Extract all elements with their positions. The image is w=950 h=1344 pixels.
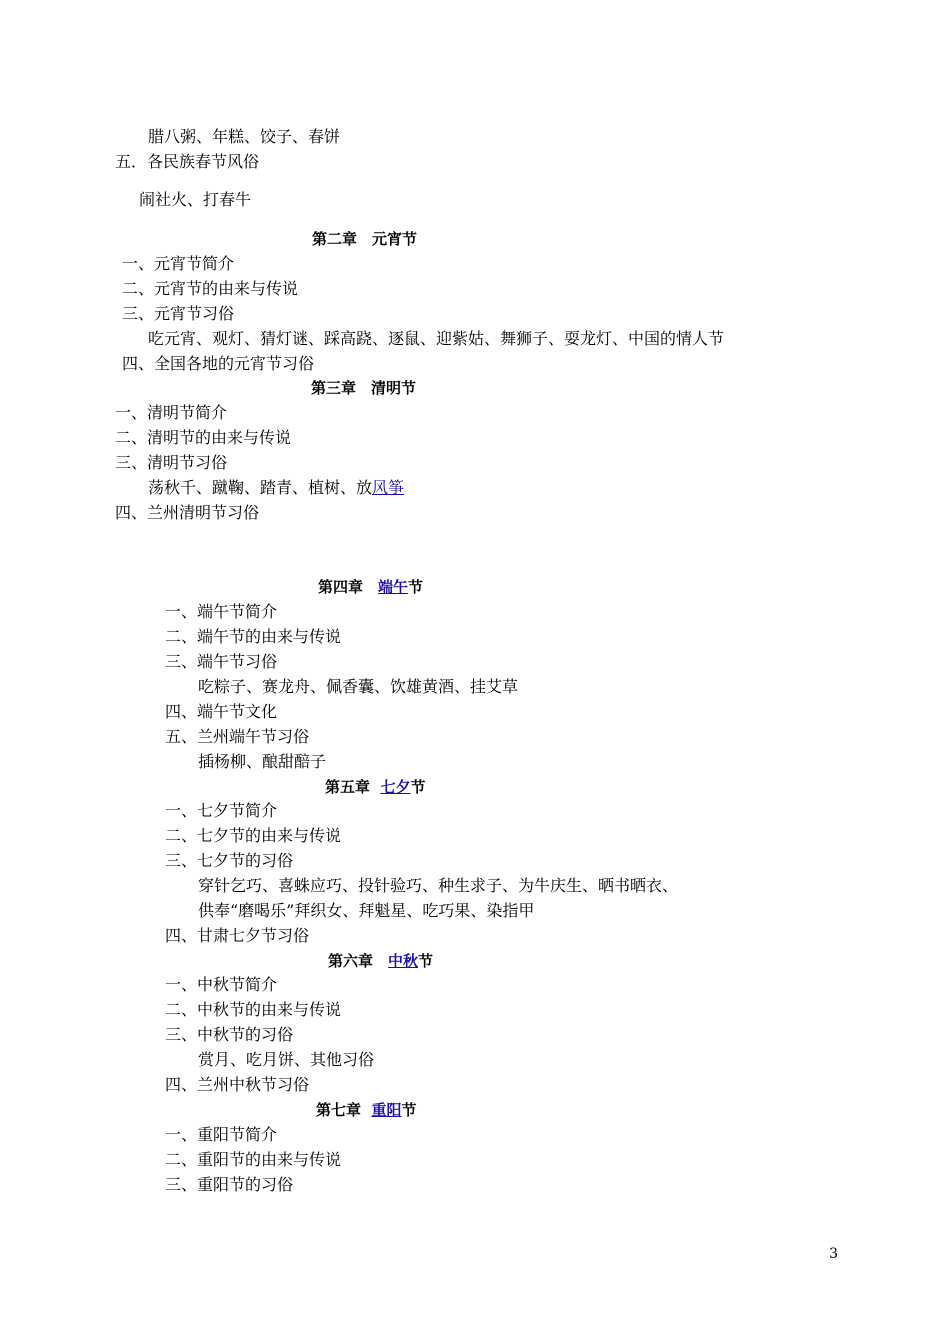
ch5-item-3-detail-2: 供奉“磨喝乐”拜织女、拜魁星、吃巧果、染指甲 <box>198 901 535 920</box>
ch4-item-5-detail: 插杨柳、酿甜醅子 <box>198 752 327 771</box>
ch6-item-2: 二、中秋节的由来与传说 <box>165 1000 342 1019</box>
ch3-item-2: 二、清明节的由来与传说 <box>115 428 292 447</box>
ch2-title: 第二章 元宵节 <box>312 230 418 248</box>
ch4-item-5: 五、兰州端午节习俗 <box>165 727 310 746</box>
ch3-title: 第三章 清明节 <box>311 379 417 397</box>
ch2-item-3: 三、元宵节习俗 <box>122 304 235 323</box>
ch2-item-4: 四、全国各地的元宵节习俗 <box>122 354 315 373</box>
ch2-item-2: 二、元宵节的由来与传说 <box>122 279 299 298</box>
ch5-title-prefix: 第五章 <box>325 778 371 796</box>
kite-link[interactable]: 风筝 <box>372 478 405 497</box>
page-number: 3 <box>829 1246 838 1262</box>
ch6-title <box>328 951 433 971</box>
ch4-title <box>318 577 423 597</box>
ch7-title-suffix: 节 <box>401 1101 417 1119</box>
ch6-item-3: 三、中秋节的习俗 <box>165 1025 294 1044</box>
ch6-item-3-detail: 赏月、吃月饼、其他习俗 <box>198 1050 375 1069</box>
ch6-item-4: 四、兰州中秋节习俗 <box>165 1075 310 1094</box>
ch7-title-prefix: 第七章 <box>316 1101 362 1119</box>
ch2-item-1: 一、元宵节简介 <box>122 254 235 273</box>
ch5-item-4: 四、甘肃七夕节习俗 <box>165 926 310 945</box>
ch4-title-prefix: 第四章 <box>318 578 379 596</box>
ch4-title-suffix: 节 <box>408 578 424 596</box>
ch5-item-2: 二、七夕节的由来与传说 <box>165 826 342 845</box>
ch1-food-line: 腊八粥、年糕、饺子、春饼 <box>148 127 341 146</box>
ch5-title-suffix: 节 <box>410 778 426 796</box>
duanwu-link[interactable]: 端午 <box>378 578 409 596</box>
ch7-title <box>316 1100 417 1120</box>
ch3-item-3: 三、清明节习俗 <box>115 453 228 472</box>
ch7-item-1: 一、重阳节简介 <box>165 1125 278 1144</box>
ch1-item-5-detail: 闹社火、打春牛 <box>139 190 252 209</box>
ch5-title <box>325 777 426 797</box>
ch5-item-3-detail-1: 穿针乞巧、喜蛛应巧、投针验巧、种生求子、为牛庆生、晒书晒衣、 <box>198 876 679 895</box>
ch2-item-3-detail: 吃元宵、观灯、猜灯谜、踩高跷、逐鼠、迎紫姑、舞狮子、耍龙灯、中国的情人节 <box>148 329 725 348</box>
ch4-item-3: 三、端午节习俗 <box>165 652 278 671</box>
ch4-item-2: 二、端午节的由来与传说 <box>165 627 342 646</box>
ch5-item-1: 一、七夕节简介 <box>165 801 278 820</box>
ch1-item-5: 五．各民族春节风俗 <box>115 152 260 171</box>
ch5-item-3: 三、七夕节的习俗 <box>165 851 294 870</box>
ch4-item-4: 四、端午节文化 <box>165 702 278 721</box>
ch3-item-1: 一、清明节简介 <box>115 403 228 422</box>
zhongqiu-link[interactable]: 中秋 <box>388 952 419 970</box>
ch7-item-3: 三、重阳节的习俗 <box>165 1175 294 1194</box>
ch3-detail-text: 荡秋千、蹴鞠、踏青、植树、放 <box>148 478 373 497</box>
ch4-item-3-detail: 吃粽子、赛龙舟、佩香囊、饮雄黄酒、挂艾草 <box>198 677 519 696</box>
ch7-item-2: 二、重阳节的由来与传说 <box>165 1150 342 1169</box>
ch3-item-3-detail <box>148 478 404 498</box>
ch6-title-suffix: 节 <box>418 952 434 970</box>
ch6-title-prefix: 第六章 <box>328 952 389 970</box>
chongyang-link[interactable]: 重阳 <box>371 1101 402 1119</box>
ch3-item-4: 四、兰州清明节习俗 <box>115 503 260 522</box>
ch6-item-1: 一、中秋节简介 <box>165 975 278 994</box>
ch4-item-1: 一、端午节简介 <box>165 602 278 621</box>
qixi-link[interactable]: 七夕 <box>380 778 411 796</box>
